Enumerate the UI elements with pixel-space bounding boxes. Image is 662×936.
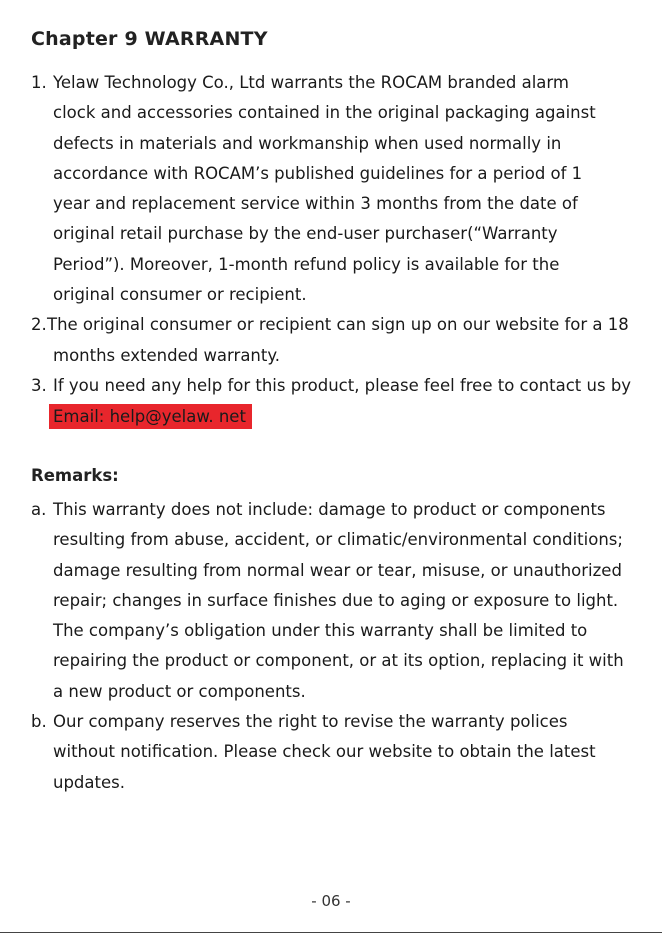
text-line: If you need any help for this product, please feel free to contact us by xyxy=(53,375,632,395)
remarks-item-a xyxy=(31,495,631,707)
text-line: resulting from abuse, accident, or climatic/environmental conditions; xyxy=(53,530,623,550)
bottom-divider xyxy=(0,932,662,933)
warranty-list xyxy=(31,68,631,433)
text-line: year and replacement service within 3 months from the date of xyxy=(53,194,578,214)
text-line: a new product or components. xyxy=(53,681,306,701)
remarks-list xyxy=(31,495,631,798)
text-line: updates. xyxy=(53,772,125,792)
list-marker: a. xyxy=(31,500,47,519)
text-line: clock and accessories contained in the original packaging against xyxy=(53,103,596,123)
text-line: months extended warranty. xyxy=(53,345,281,365)
text-line: Our company reserves the right to revise the warranty polices xyxy=(53,712,568,732)
support-email[interactable]: Email: help@yelaw. net xyxy=(49,404,252,429)
text-line: damage resulting from normal wear or tear, misuse, or unauthorized xyxy=(53,560,622,580)
list-marker: 3. xyxy=(31,375,47,395)
page-number: - 06 - xyxy=(311,892,351,910)
text-line: Period”). Moreover, 1-month refund policy is available for the xyxy=(53,254,560,274)
list-marker: 1. xyxy=(31,73,47,92)
text-line: The original consumer or recipient can sign up on our website for a 18 xyxy=(47,315,629,335)
warranty-item-3 xyxy=(31,371,631,433)
text-line: The company’s obligation under this warranty shall be limited to xyxy=(53,621,588,641)
text-line: repair; changes in surface finishes due to aging or exposure to light. xyxy=(53,590,619,610)
remarks-title: Remarks: xyxy=(31,466,119,485)
remarks-item-b xyxy=(31,707,631,798)
list-marker: b. xyxy=(31,712,47,732)
text-line: defects in materials and workmanship when used normally in xyxy=(53,133,562,153)
text-line: repairing the product or component, or at its option, replacing it with xyxy=(53,651,624,671)
text-line: This warranty does not include: damage to product or components xyxy=(53,500,606,519)
text-line: Yelaw Technology Co., Ltd warrants the ROCAM branded alarm xyxy=(53,73,569,92)
chapter-title: Chapter 9 WARRANTY xyxy=(31,28,268,50)
text-line: accordance with ROCAM’s published guidelines for a period of 1 xyxy=(53,163,583,183)
email-line-wrapper xyxy=(53,401,631,432)
text-line: original retail purchase by the end-user purchaser(“Warranty xyxy=(53,224,558,244)
text-line: original consumer or recipient. xyxy=(53,285,307,305)
warranty-item-2 xyxy=(31,310,631,371)
warranty-item-1 xyxy=(31,68,631,310)
text-line: without notification. Please check our website to obtain the latest xyxy=(53,742,596,762)
list-marker: 2. xyxy=(31,315,47,335)
